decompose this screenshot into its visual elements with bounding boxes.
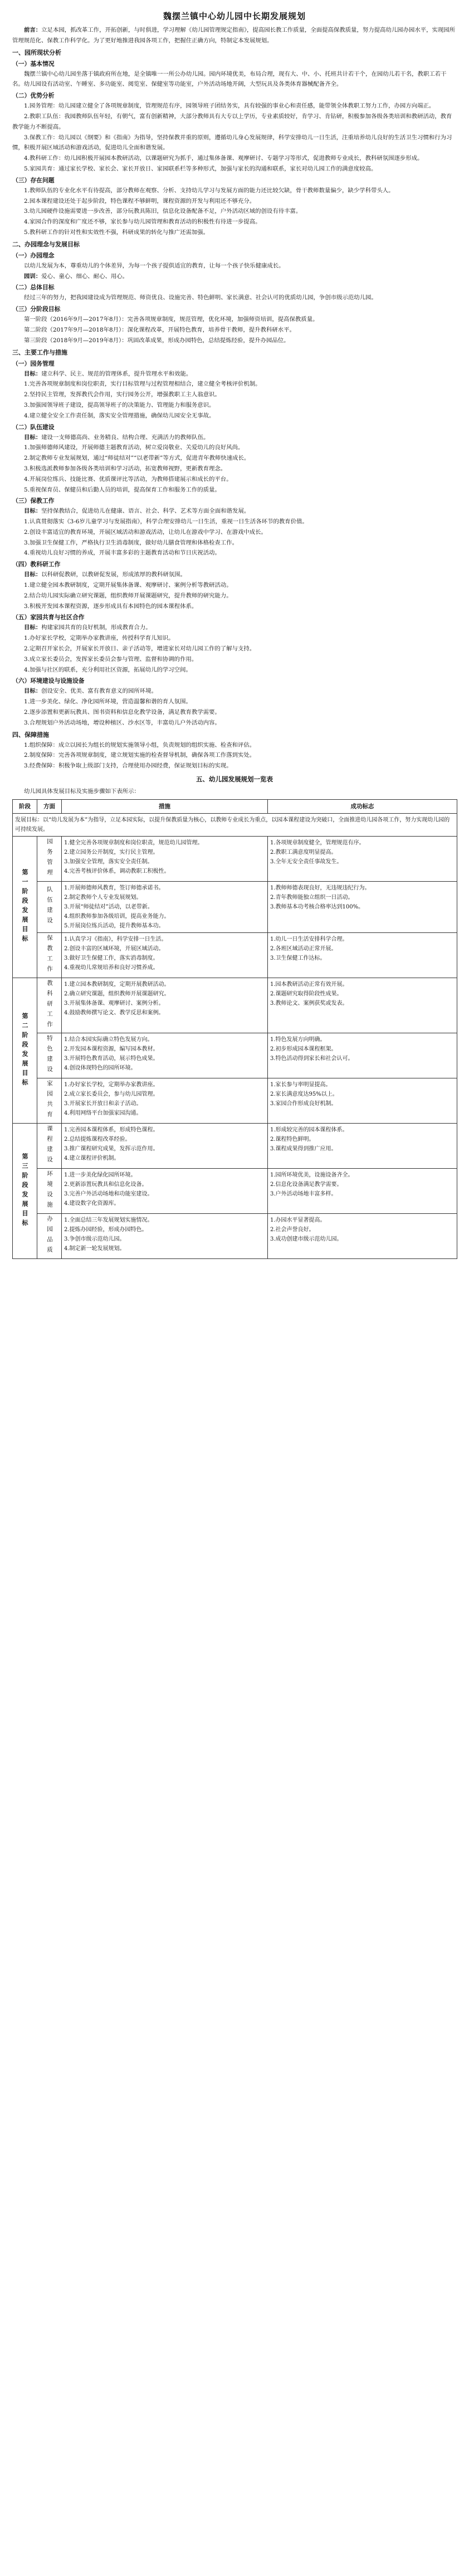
strength-heading: （二）优势分析 xyxy=(12,92,55,100)
aspect-label: 特色建设 xyxy=(46,1035,53,1077)
preface-text: 立足本园，抓改革工作，开拓创新，与时俱进，学习理解《幼儿园管理规定指南》，提高园长教工作质量，全面提高保教质量，努力提高幼儿园办园水平，实现园所管理规范化、保教工作科学化。为了更好地推进我园各项工作，把握住正确方向，特制定本发展规划。 xyxy=(12,27,456,44)
measures-cell: 1.全面总结三年发展规划实施情况。 2.提炼办园经验，形成办园特色。 3.争创市级示范幼儿园。 4.制定新一轮发展规划。 xyxy=(62,1214,268,1259)
goal-text: 坚持保教结合，促进幼儿在健康、语言、社会、科学、艺术等方面全面和谐发展。 xyxy=(41,508,250,515)
stage-label: 第一阶段发展目标 xyxy=(21,869,28,945)
list-item: 4.开展岗位练兵、技能比赛、优质课评比等活动，为教师搭建展示和成长的平台。 xyxy=(24,475,232,483)
table-row xyxy=(13,1214,457,1259)
basic-heading: （一）基本情况 xyxy=(12,60,55,67)
success-cell: 1.家长参与率明显提高。 2.家长满意度达95%以上。 3.家园合作形成良好机制。 xyxy=(268,1078,457,1124)
aspect-label: 办园品质 xyxy=(46,1216,53,1257)
preface-label: 前言： xyxy=(24,27,42,33)
aspect-label: 教科研工作 xyxy=(46,979,53,1032)
list-item: 3.幼儿园硬件设施需要进一步改善，部分玩教具陈旧，信息化设备配备不足，户外活动区域的创设有待丰富。 xyxy=(24,208,302,215)
goal-label: 目标： xyxy=(24,571,42,579)
list-item: 1.园务管理：幼儿园建立健全了各项规章制度，管理规范有序，园领导班子团结务实，具有较强的事业心和责任感，能带领全体教职工努力工作，办园方向端正。 xyxy=(24,103,435,110)
goal-text: 构建家园共育的良好机制，形成教育合力。 xyxy=(41,624,152,631)
table-row xyxy=(13,978,457,1033)
aspect-label: 环境设施 xyxy=(46,1170,53,1212)
list-item: 2.制度保障：完善各项规章制度，建立规划实施的检查督导机制，确保各项工作落到实处。 xyxy=(24,752,256,759)
list-item: 2.教职工队伍：我园教师队伍年轻，有朝气，富有创新精神，大部分教师具有大专以上学历，专业素质较好，肯学习、肯钻研，积极参加各级各类培训和教研活动，教育教学能力不断提高。 xyxy=(12,113,452,130)
measure5-heading: （五）家园共育与社区合作 xyxy=(12,614,85,621)
measures-cell: 1.健全完善各项规章制度和岗位职责，规范幼儿园管理。 2.建立园务公开制度，实行民主管理。 3.加强安全管理，落实安全责任制。 4.完善考核评价体系，调动教职工积极性。 xyxy=(62,836,268,881)
list-item: 3.成立家长委员会，发挥家长委员会参与管理、监督和协调的作用。 xyxy=(24,655,198,663)
list-item: 3.加强卫生保健工作，严格执行卫生消毒制度，做好幼儿膳食管理和体格检查工作。 xyxy=(24,539,238,546)
stage-cell xyxy=(13,978,37,1124)
list-item: 2.结合幼儿园实际确立研究课题，组织教师开展课题研究，提升教师的研究能力。 xyxy=(24,592,232,599)
document-page xyxy=(0,0,469,1265)
measures-cell: 1.建立园本教研制度，定期开展教研活动。 2.确立研究课题，组织教师开展课题研究。 3.开展集体备课、观摩研讨、案例分析。 4.鼓励教师撰写论文、教学反思和案例。 xyxy=(62,978,268,1033)
table-header-cell: 方面 xyxy=(37,799,62,813)
success-cell: 1.幼儿一日生活安排科学合理。 2.各班区域活动正常开展。 3.卫生保健工作达标。 xyxy=(268,932,457,978)
goal-text: 建设一支师德高尚、业务精良、结构合理、充满活力的教师队伍。 xyxy=(41,434,209,441)
list-item: 1.办好家长学校，定期举办家教讲座，传授科学育儿知识。 xyxy=(24,635,174,642)
list-item: 1.认真贯彻落实《3-6岁儿童学习与发展指南》，科学合理安排幼儿一日生活，重视一日生活各环节的教育价值。 xyxy=(24,518,308,526)
success-cell: 1.形成较完善的园本课程体系。 2.课程特色鲜明。 3.课程成果得到推广应用。 xyxy=(268,1124,457,1169)
list-item: 2.创设丰富适宜的教育环境，开展区域活动和游戏活动，让幼儿在游戏中学习、在游戏中成长。 xyxy=(24,528,267,536)
list-item: 5.教科研工作的针对性和实效性不强，科研成果的转化与推广还需加强。 xyxy=(24,229,209,236)
aspect-label: 家园共育 xyxy=(46,1080,53,1122)
goal-text: 以科研促教研，以教研促发展，形成浓厚的教科研氛围。 xyxy=(41,571,186,579)
table-intro-row xyxy=(13,813,457,836)
aspect-label: 保教工作 xyxy=(46,934,53,976)
goal-text: 建立科学、民主、规范的管理体系，提升管理水平和效能。 xyxy=(41,370,192,377)
aspect-cell xyxy=(37,1033,62,1078)
list-item: 4.加强与社区的联系，充分利用社区资源，拓展幼儿的学习空间。 xyxy=(24,666,192,673)
aspect-cell xyxy=(37,836,62,881)
list-item: 第一阶段（2016年9月—2017年8月）：完善各项规章制度，规范管理，优化环境，加强师资培训，提高保教质量。 xyxy=(24,316,319,323)
list-item: 第三阶段（2018年9月—2019年8月）：巩固改革成果，形成办园特色，总结提炼经验，提升办园品位。 xyxy=(24,337,290,344)
list-item: 4.家园合作的深度和广度还不够，家长参与幼儿园管理和教育活动的积极性有待进一步提高。 xyxy=(24,218,261,226)
list-item: 2.逐步添置和更新玩教具、图书资料和信息化教学设备，满足教育教学需要。 xyxy=(24,709,221,716)
table-row xyxy=(13,1124,457,1169)
part3-heading: 三、主要工作与措施 xyxy=(12,348,67,356)
philosophy-heading: （一）办园理念 xyxy=(12,251,55,259)
stage-cell xyxy=(13,836,37,978)
list-item: 1.建立健全园本教研制度，定期开展集体备课、观摩研讨、案例分析等教研活动。 xyxy=(24,582,232,589)
stage-cell xyxy=(13,1124,37,1259)
measures-cell: 1.开展师德师风教育，签订师德承诺书。 2.制定教师个人专业发展规划。 3.开展“师徒结对”活动，以老带新。 4.组织教师参加各级培训，提高业务能力。 5.开展岗位练兵活动，提升教师基本功。 xyxy=(62,881,268,932)
plan-table xyxy=(12,799,457,1260)
philosophy-text: 以幼儿发展为本，尊重幼儿的个体差异，为每一个孩子提供适宜的教育，让每一个孩子快乐健康成长。 xyxy=(24,262,285,269)
list-item: 1.组织保障：成立以园长为组长的规划实施领导小组，负责规划的组织实施、检查和评估。 xyxy=(24,741,256,749)
measure6-goal xyxy=(12,686,457,697)
weakness-list xyxy=(12,186,457,238)
goal-label: 目标： xyxy=(24,624,42,631)
measures-cell: 1.完善园本课程体系，形成特色课程。 2.总结提炼课程改革经验。 3.推广课程研究成果，发挥示范作用。 4.建立课程评价机制。 xyxy=(62,1124,268,1169)
table-note: 幼儿园具体发展目标及实施步骤如下表所示： xyxy=(24,788,140,795)
goal-label: 目标： xyxy=(24,434,42,441)
stage-label: 第二阶段发展目标 xyxy=(21,1013,28,1089)
measure6-heading: （六）环境建设与设施设备 xyxy=(12,677,85,685)
measure2-goal xyxy=(12,432,457,443)
aspect-label: 课程建设 xyxy=(46,1125,53,1167)
goal-label: 目标： xyxy=(24,688,42,695)
list-item: 4.建立健全安全工作责任制，落实安全管理措施，确保幼儿园安全无事故。 xyxy=(24,412,215,419)
aspect-cell xyxy=(37,978,62,1033)
list-item: 4.教科研工作：幼儿园积极开展园本教研活动，以课题研究为抓手，通过集体备课、观摩研讨、专题学习等形式，促进教师专业成长，教科研氛围逐步形成。 xyxy=(24,155,423,162)
measures-cell: 1.进一步美化绿化园所环境。 2.更新添置玩教具和信息化设备。 3.完善户外活动场地和功能室建设。 4.建设数字化资源库。 xyxy=(62,1169,268,1214)
table-header-row xyxy=(13,799,457,813)
part1-heading: 一、园所现状分析 xyxy=(12,48,61,56)
table-row xyxy=(13,836,457,881)
list-item: 1.教师队伍的专业化水平有待提高，部分教师在观察、分析、支持幼儿学习与发展方面的能力还比较欠缺，骨干教师数量偏少，缺少学科带头人。 xyxy=(24,187,394,194)
aspect-cell xyxy=(37,1214,62,1259)
part4-heading: 四、保障措施 xyxy=(12,731,49,738)
list-item: 1.进一步美化、绿化、净化园所环境，营造温馨和谐的育人氛围。 xyxy=(24,698,192,706)
table-row xyxy=(13,1078,457,1124)
table-header-cell: 阶段 xyxy=(13,799,37,813)
success-cell: 1.教师师德表现良好，无违规违纪行为。 2.青年教师能独立组织一日活动。 3.教师基本功考核合格率达到100%。 xyxy=(268,881,457,932)
success-cell: 1.办园水平显著提高。 2.社会声誉良好。 3.成功创建市级示范幼儿园。 xyxy=(268,1214,457,1259)
motto xyxy=(12,271,457,282)
table-intro-cell: 发展目标：以“幼儿发展为本”为指导，立足本园实际，以提升保教质量为核心，以教师专业成长为重点，以园本课程建设为突破口，全面推进幼儿园各项工作，努力实现幼儿园的可持续发展。 xyxy=(13,813,457,836)
preface xyxy=(12,25,457,46)
success-cell: 1.特色发展方向明确。 2.初步形成园本课程框架。 3.特色活动得到家长和社会认可。 xyxy=(268,1033,457,1078)
table-header-cell: 成功标志 xyxy=(268,799,457,813)
list-item: 3.加强园领导班子建设，提高领导班子的决策能力、管理能力和服务意识。 xyxy=(24,401,215,409)
list-item: 3.合理规划户外活动场地，增设种植区、沙水区等，丰富幼儿户外活动内容。 xyxy=(24,719,221,726)
part2-heading: 二、办园理念与发展目标 xyxy=(12,240,80,248)
aspect-cell xyxy=(37,881,62,932)
measure5-goal xyxy=(12,623,457,633)
measure3-goal xyxy=(12,506,457,517)
measure1-heading: （一）园务管理 xyxy=(12,359,55,367)
measures-cell: 1.认真学习《指南》，科学安排一日生活。 2.创设丰富的区域环境，开展区域活动。 3.做好卫生保健工作，落实消毒制度。 4.重视幼儿常规培养和良好习惯养成。 xyxy=(62,932,268,978)
table-header-cell: 措施 xyxy=(62,799,268,813)
list-item: 2.制定教师专业发展规划，通过“师徒结对”“以老带新”等方式，促进青年教师快速成长。 xyxy=(24,455,250,462)
motto-text: 爱心、童心、细心、耐心、用心。 xyxy=(41,273,129,280)
goal-text: 创设安全、优美、富有教育意义的园所环境。 xyxy=(41,688,157,695)
goal-heading: （二）总体目标 xyxy=(12,284,55,291)
measures-cell: 1.结合本园实际确立特色发展方向。 2.开发园本课程资源，编写园本教材。 3.开展特色教育活动，展示特色成果。 4.创设体现特色的园所环境。 xyxy=(62,1033,268,1078)
list-item: 4.重视幼儿良好习惯的养成，开展丰富多彩的主题教育活动和节日庆祝活动。 xyxy=(24,550,221,557)
success-cell: 1.园所环境优美，设施设备齐全。 2.信息化设备满足教学需要。 3.户外活动场地丰富多样。 xyxy=(268,1169,457,1214)
success-cell: 1.各项规章制度健全，管理规范有序。 2.教职工满意度明显提高。 3.全年无安全责任事故发生。 xyxy=(268,836,457,881)
staged-heading: （三）分阶段目标 xyxy=(12,305,61,313)
goal-label: 目标： xyxy=(24,370,42,377)
list-item: 3.积极选派教师参加各级各类培训和学习活动，拓宽教师视野，更新教育理念。 xyxy=(24,465,227,472)
measure1-goal xyxy=(12,369,457,380)
goal-text: 经过三年的努力，把我园建设成为管理规范、师资优良、设施完善、特色鲜明、家长满意、社会认可的优质幼儿园，争创市级示范幼儿园。 xyxy=(24,294,377,302)
strength-list xyxy=(12,101,457,174)
list-item: 3.经费保障：积极争取上级部门支持，合理使用办园经费，保证规划目标的实现。 xyxy=(24,762,232,770)
list-item: 1.加强师德师风建设，开展师德主题教育活动，树立爱岗敬业、关爱幼儿的良好风尚。 xyxy=(24,444,244,451)
list-item: 1.完善各项规章制度和岗位职责，实行目标管理与过程管理相结合，建立健全考核评价机制。 xyxy=(24,381,261,388)
list-item: 第二阶段（2017年9月—2018年8月）：深化课程改革，开展特色教育，培养骨干教师，提升教科研水平。 xyxy=(24,326,295,333)
measure2-heading: （二）队伍建设 xyxy=(12,423,55,431)
aspect-cell xyxy=(37,932,62,978)
aspect-cell xyxy=(37,1124,62,1169)
part5-heading: 五、幼儿园发展规划一览表 xyxy=(196,775,273,784)
success-cell: 1.园本教研活动正常有效开展。 2.课题研究取得阶段性成果。 3.教师论文、案例获奖或发表。 xyxy=(268,978,457,1033)
aspect-label: 园务管理 xyxy=(46,838,53,879)
table-row xyxy=(13,1169,457,1214)
motto-label: 园训： xyxy=(24,273,42,280)
measure3-heading: （三）保教工作 xyxy=(12,497,55,505)
stage-label: 第三阶段发展目标 xyxy=(21,1153,28,1229)
aspect-cell xyxy=(37,1078,62,1124)
plan-table-body xyxy=(13,813,457,1259)
measures-cell: 1.办好家长学校，定期举办家教讲座。 2.成立家长委员会，参与幼儿园管理。 3.开展家长开放日和亲子活动。 4.利用网络平台加强家园沟通。 xyxy=(62,1078,268,1124)
weakness-heading: （三）存在问题 xyxy=(12,176,55,184)
list-item: 3.保教工作：幼儿园以《纲要》和《指南》为指导，坚持保教并重的原则，遵循幼儿身心发展规律，科学安排幼儿一日生活，注重培养幼儿良好的生活卫生习惯和行为习惯，积极开展区域活动和游戏活动，促进幼儿全面和谐发展。 xyxy=(12,134,452,152)
list-item: 2.园本课程建设还处于起步阶段，特色课程不够鲜明，课程资源的开发与利用还不够充分。 xyxy=(24,197,256,205)
list-item: 5.重视保育员、保健员和后勤人员的培训，提高保育工作和服务工作的质量。 xyxy=(24,486,221,493)
aspect-cell xyxy=(37,1169,62,1214)
basic-text: 魏摆兰镇中心幼儿园坐落于镇政府所在地，是全镇唯一一所公办幼儿园。园内环境优美，布局合理，现有大、中、小、托班共计若干个，在园幼儿若干名，教职工若干名。幼儿园设有活动室、午睡室、多功能室、阅览室、保健室等功能室，户外活动场地开阔，大型玩具及各类体育器械配备齐全。 xyxy=(12,70,447,88)
list-item: 3.积极开发园本课程资源，逐步形成具有本园特色的园本课程体系。 xyxy=(24,602,198,610)
measure4-goal xyxy=(12,570,457,580)
table-row xyxy=(13,932,457,978)
list-item: 5.家园共育：通过家长学校、家长会、家长开放日、家园联系栏等多种形式，加强与家长的沟通和联系，家长对幼儿园工作的满意度较高。 xyxy=(24,165,377,172)
table-row xyxy=(13,1033,457,1078)
goal-label: 目标： xyxy=(24,508,42,515)
list-item: 2.定期召开家长会，开展家长开放日、亲子活动等，增进家长对幼儿园工作的了解与支持。 xyxy=(24,645,256,653)
table-row xyxy=(13,881,457,932)
aspect-label: 队伍建设 xyxy=(46,886,53,928)
document-title: 魏摆兰镇中心幼儿园中长期发展规划 xyxy=(163,11,306,21)
measure4-heading: （四）教科研工作 xyxy=(12,561,61,568)
list-item: 2.坚持民主管理，发挥教代会作用，实行园务公开，增强教职工主人翁意识。 xyxy=(24,391,221,398)
